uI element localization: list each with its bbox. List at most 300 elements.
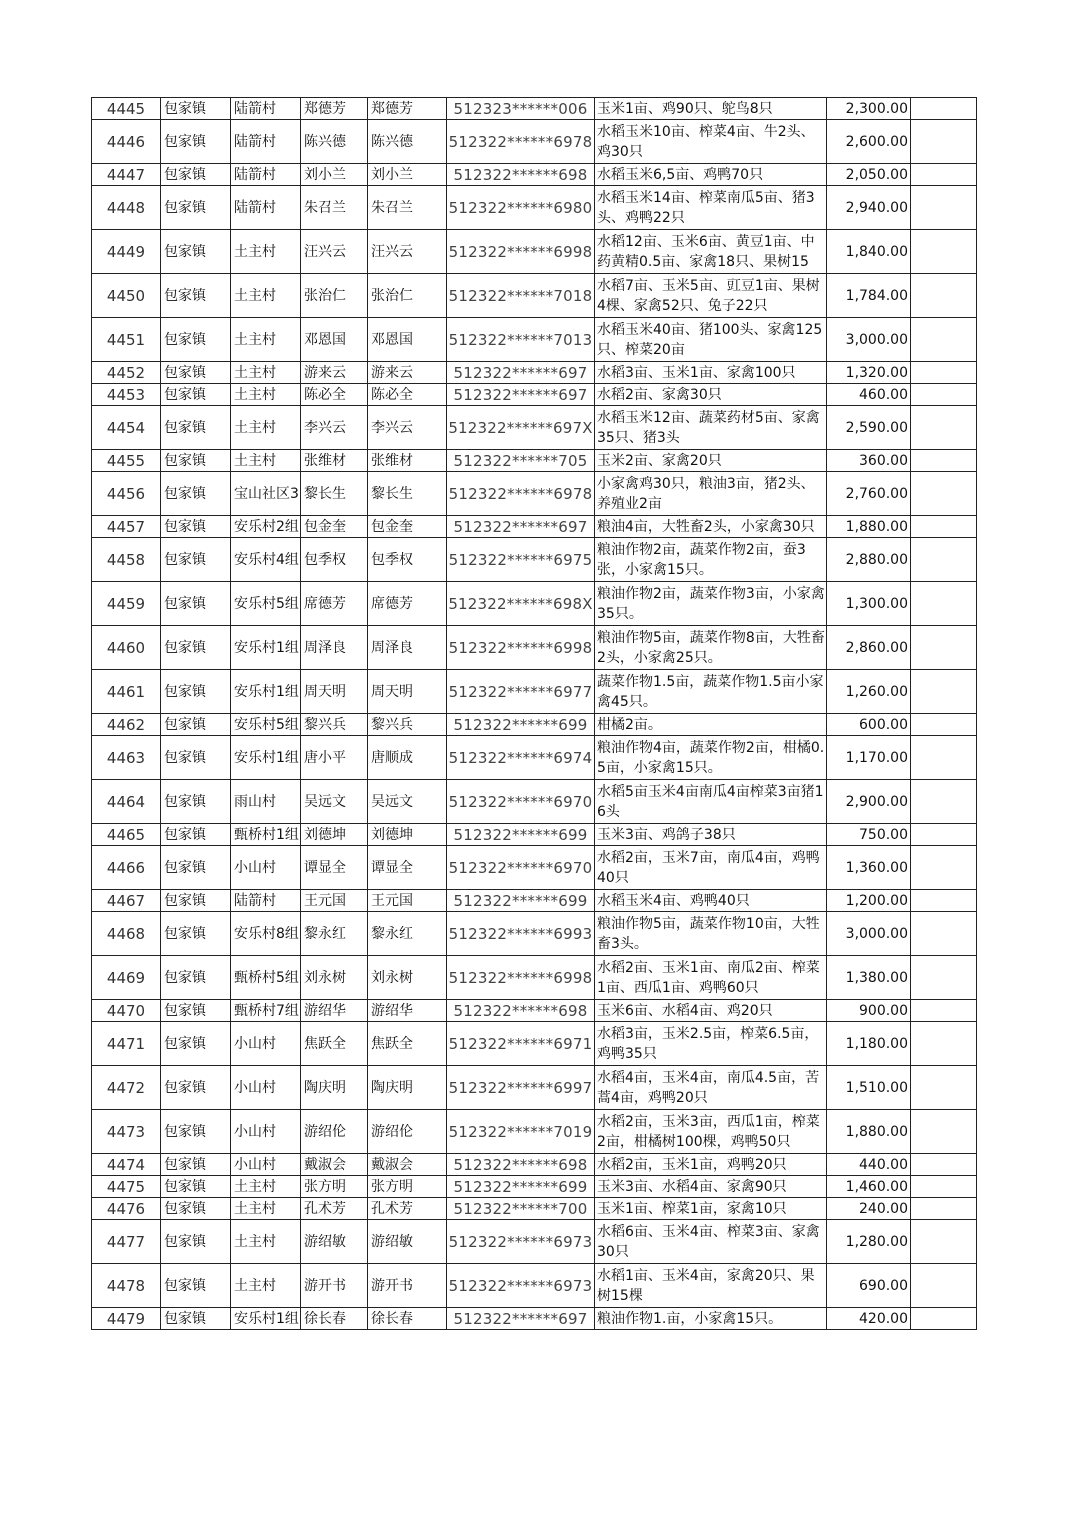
cell-account-holder: 王元国	[368, 890, 447, 912]
cell-account-holder: 孔术芳	[368, 1198, 447, 1220]
cell-account-holder: 席德芳	[368, 582, 447, 626]
cell-town: 包家镇	[161, 670, 231, 714]
cell-account-holder: 游绍伦	[368, 1110, 447, 1154]
cell-account-holder: 刘永树	[368, 956, 447, 1000]
cell-account-holder: 游来云	[368, 362, 447, 384]
table-row	[92, 516, 977, 538]
cell-village: 安乐村8组	[231, 912, 301, 956]
cell-description: 粮油作物1.亩，小家禽15只。	[595, 1308, 827, 1330]
cell-blank	[911, 670, 977, 714]
cell-description: 水稻12亩、玉米6亩、黄豆1亩、中药黄精0.5亩、家禽18只、果树15	[595, 230, 827, 274]
cell-serial-number: 4462	[92, 714, 161, 736]
cell-blank	[911, 1022, 977, 1066]
cell-name: 黎兴兵	[301, 714, 368, 736]
cell-amount: 1,380.00	[827, 956, 911, 1000]
table-row	[92, 274, 977, 318]
cell-account-holder: 邓恩国	[368, 318, 447, 362]
cell-amount: 750.00	[827, 824, 911, 846]
cell-village: 土主村	[231, 406, 301, 450]
cell-name: 黎长生	[301, 472, 368, 516]
cell-description: 玉米1亩、榨菜1亩，家禽10只	[595, 1198, 827, 1220]
cell-id-number: 512322******699	[447, 1176, 595, 1198]
cell-blank	[911, 824, 977, 846]
cell-village: 安乐村1组	[231, 1308, 301, 1330]
cell-description: 水稻7亩、玉米5亩、豇豆1亩、果树4棵、家禽52只、兔子22只	[595, 274, 827, 318]
cell-amount: 1,360.00	[827, 846, 911, 890]
cell-town: 包家镇	[161, 1198, 231, 1220]
cell-id-number: 512322******6973	[447, 1220, 595, 1264]
cell-name: 陈兴德	[301, 120, 368, 164]
cell-serial-number: 4455	[92, 450, 161, 472]
cell-village: 安乐村1组	[231, 670, 301, 714]
cell-description: 玉米3亩、水稻4亩、家禽90只	[595, 1176, 827, 1198]
table-row	[92, 120, 977, 164]
cell-description: 水稻3亩，玉米2.5亩，榨菜6.5亩，鸡鸭35只	[595, 1022, 827, 1066]
cell-town: 包家镇	[161, 1066, 231, 1110]
cell-id-number: 512322******6977	[447, 670, 595, 714]
cell-amount: 1,880.00	[827, 516, 911, 538]
cell-serial-number: 4452	[92, 362, 161, 384]
cell-id-number: 512322******697	[447, 516, 595, 538]
cell-town: 包家镇	[161, 1154, 231, 1176]
cell-amount: 1,280.00	[827, 1220, 911, 1264]
cell-village: 宝山社区3	[231, 472, 301, 516]
cell-name: 汪兴云	[301, 230, 368, 274]
cell-description: 水稻玉米4亩、鸡鸭40只	[595, 890, 827, 912]
cell-amount: 900.00	[827, 1000, 911, 1022]
cell-serial-number: 4478	[92, 1264, 161, 1308]
cell-village: 陆箭村	[231, 120, 301, 164]
cell-description: 玉米3亩、鸡鸽子38只	[595, 824, 827, 846]
cell-id-number: 512322******6970	[447, 780, 595, 824]
cell-serial-number: 4466	[92, 846, 161, 890]
cell-village: 甄桥村7组	[231, 1000, 301, 1022]
cell-description: 粮油作物2亩，蔬菜作物3亩，小家禽35只。	[595, 582, 827, 626]
cell-name: 唐小平	[301, 736, 368, 780]
cell-id-number: 512322******705	[447, 450, 595, 472]
cell-blank	[911, 98, 977, 120]
cell-name: 戴淑会	[301, 1154, 368, 1176]
cell-account-holder: 张维材	[368, 450, 447, 472]
cell-serial-number: 4456	[92, 472, 161, 516]
cell-blank	[911, 1176, 977, 1198]
cell-id-number: 512322******699	[447, 714, 595, 736]
cell-amount: 2,050.00	[827, 164, 911, 186]
cell-serial-number: 4458	[92, 538, 161, 582]
cell-village: 雨山村	[231, 780, 301, 824]
cell-description: 水稻2亩、玉米1亩、南瓜2亩、榨菜1亩、西瓜1亩、鸡鸭60只	[595, 956, 827, 1000]
cell-village: 安乐村2组	[231, 516, 301, 538]
cell-town: 包家镇	[161, 956, 231, 1000]
cell-name: 游来云	[301, 362, 368, 384]
cell-blank	[911, 1066, 977, 1110]
cell-blank	[911, 538, 977, 582]
cell-description: 粮油4亩，大牲畜2头，小家禽30只	[595, 516, 827, 538]
cell-blank	[911, 516, 977, 538]
cell-name: 刘德坤	[301, 824, 368, 846]
cell-account-holder: 焦跃全	[368, 1022, 447, 1066]
cell-name: 陈必全	[301, 384, 368, 406]
cell-amount: 2,760.00	[827, 472, 911, 516]
cell-town: 包家镇	[161, 1220, 231, 1264]
table-row	[92, 362, 977, 384]
cell-id-number: 512322******6998	[447, 956, 595, 1000]
cell-serial-number: 4445	[92, 98, 161, 120]
cell-serial-number: 4464	[92, 780, 161, 824]
cell-village: 陆箭村	[231, 164, 301, 186]
cell-town: 包家镇	[161, 736, 231, 780]
cell-village: 土主村	[231, 1264, 301, 1308]
cell-account-holder: 刘德坤	[368, 824, 447, 846]
cell-name: 张治仁	[301, 274, 368, 318]
cell-account-holder: 张方明	[368, 1176, 447, 1198]
cell-amount: 440.00	[827, 1154, 911, 1176]
cell-account-holder: 黎长生	[368, 472, 447, 516]
cell-blank	[911, 890, 977, 912]
table-row	[92, 912, 977, 956]
cell-amount: 690.00	[827, 1264, 911, 1308]
cell-description: 水稻玉米40亩、猪100头、家禽125只、榨菜20亩	[595, 318, 827, 362]
cell-name: 游绍敏	[301, 1220, 368, 1264]
cell-name: 游绍伦	[301, 1110, 368, 1154]
cell-village: 土主村	[231, 1198, 301, 1220]
cell-town: 包家镇	[161, 890, 231, 912]
cell-village: 安乐村1组	[231, 626, 301, 670]
table-row	[92, 230, 977, 274]
cell-town: 包家镇	[161, 230, 231, 274]
cell-amount: 420.00	[827, 1308, 911, 1330]
cell-amount: 2,600.00	[827, 120, 911, 164]
cell-town: 包家镇	[161, 406, 231, 450]
cell-village: 土主村	[231, 230, 301, 274]
cell-blank	[911, 384, 977, 406]
cell-account-holder: 朱召兰	[368, 186, 447, 230]
cell-town: 包家镇	[161, 1264, 231, 1308]
cell-serial-number: 4451	[92, 318, 161, 362]
cell-account-holder: 李兴云	[368, 406, 447, 450]
cell-description: 水稻4亩，玉米4亩，南瓜4.5亩，苦蒿4亩，鸡鸭20只	[595, 1066, 827, 1110]
cell-id-number: 512322******697X	[447, 406, 595, 450]
table-row	[92, 1264, 977, 1308]
cell-serial-number: 4476	[92, 1198, 161, 1220]
cell-serial-number: 4470	[92, 1000, 161, 1022]
cell-serial-number: 4472	[92, 1066, 161, 1110]
cell-town: 包家镇	[161, 1176, 231, 1198]
cell-town: 包家镇	[161, 362, 231, 384]
cell-account-holder: 游绍敏	[368, 1220, 447, 1264]
cell-account-holder: 唐顺成	[368, 736, 447, 780]
cell-id-number: 512322******698	[447, 1000, 595, 1022]
cell-blank	[911, 912, 977, 956]
cell-town: 包家镇	[161, 516, 231, 538]
cell-name: 游开书	[301, 1264, 368, 1308]
cell-account-holder: 包季权	[368, 538, 447, 582]
cell-blank	[911, 626, 977, 670]
cell-id-number: 512322******7013	[447, 318, 595, 362]
cell-name: 孔术芳	[301, 1198, 368, 1220]
cell-town: 包家镇	[161, 1000, 231, 1022]
cell-village: 土主村	[231, 362, 301, 384]
cell-id-number: 512322******7018	[447, 274, 595, 318]
cell-blank	[911, 1154, 977, 1176]
cell-name: 吴远文	[301, 780, 368, 824]
cell-town: 包家镇	[161, 912, 231, 956]
cell-id-number: 512322******6970	[447, 846, 595, 890]
cell-id-number: 512322******6993	[447, 912, 595, 956]
cell-blank	[911, 1308, 977, 1330]
table-row	[92, 1198, 977, 1220]
cell-account-holder: 黎永红	[368, 912, 447, 956]
cell-description: 水稻玉米12亩、蔬菜药材5亩、家禽35只、猪3头	[595, 406, 827, 450]
cell-amount: 1,460.00	[827, 1176, 911, 1198]
cell-serial-number: 4446	[92, 120, 161, 164]
cell-amount: 3,000.00	[827, 318, 911, 362]
cell-account-holder: 包金奎	[368, 516, 447, 538]
cell-id-number: 512322******697	[447, 384, 595, 406]
cell-town: 包家镇	[161, 186, 231, 230]
cell-description: 水稻6亩、玉米4亩、榨菜3亩、家禽30只	[595, 1220, 827, 1264]
cell-town: 包家镇	[161, 318, 231, 362]
cell-town: 包家镇	[161, 582, 231, 626]
cell-id-number: 512322******6973	[447, 1264, 595, 1308]
table-row	[92, 98, 977, 120]
cell-town: 包家镇	[161, 626, 231, 670]
cell-village: 小山村	[231, 1066, 301, 1110]
cell-village: 土主村	[231, 274, 301, 318]
table-row	[92, 538, 977, 582]
table-row	[92, 384, 977, 406]
cell-id-number: 512322******6997	[447, 1066, 595, 1110]
cell-account-holder: 周泽良	[368, 626, 447, 670]
table-row	[92, 406, 977, 450]
cell-village: 小山村	[231, 1022, 301, 1066]
cell-description: 水稻5亩玉米4亩南瓜4亩榨菜3亩猪16头	[595, 780, 827, 824]
cell-description: 水稻2亩、家禽30只	[595, 384, 827, 406]
cell-amount: 1,170.00	[827, 736, 911, 780]
cell-id-number: 512322******6978	[447, 472, 595, 516]
cell-blank	[911, 230, 977, 274]
cell-name: 席德芳	[301, 582, 368, 626]
cell-description: 小家禽鸡30只，粮油3亩，猪2头、养殖业2亩	[595, 472, 827, 516]
cell-village: 小山村	[231, 1154, 301, 1176]
cell-description: 水稻玉米14亩、榨菜南瓜5亩、猪3头、鸡鸭22只	[595, 186, 827, 230]
cell-serial-number: 4469	[92, 956, 161, 1000]
cell-blank	[911, 1110, 977, 1154]
cell-description: 水稻2亩，玉米7亩，南瓜4亩，鸡鸭40只	[595, 846, 827, 890]
cell-serial-number: 4459	[92, 582, 161, 626]
cell-description: 水稻玉米10亩、榨菜4亩、牛2头、鸡30只	[595, 120, 827, 164]
cell-blank	[911, 406, 977, 450]
cell-village: 土主村	[231, 384, 301, 406]
cell-description: 水稻3亩、玉米1亩、家禽100只	[595, 362, 827, 384]
cell-name: 朱召兰	[301, 186, 368, 230]
cell-id-number: 512322******700	[447, 1198, 595, 1220]
cell-name: 王元国	[301, 890, 368, 912]
cell-id-number: 512322******698X	[447, 582, 595, 626]
cell-account-holder: 徐长春	[368, 1308, 447, 1330]
cell-village: 小山村	[231, 846, 301, 890]
cell-name: 邓恩国	[301, 318, 368, 362]
cell-account-holder: 郑德芳	[368, 98, 447, 120]
cell-amount: 1,320.00	[827, 362, 911, 384]
cell-serial-number: 4473	[92, 1110, 161, 1154]
cell-serial-number: 4448	[92, 186, 161, 230]
cell-name: 徐长春	[301, 1308, 368, 1330]
cell-id-number: 512322******6971	[447, 1022, 595, 1066]
cell-amount: 2,590.00	[827, 406, 911, 450]
cell-village: 土主村	[231, 318, 301, 362]
cell-village: 土主村	[231, 1176, 301, 1198]
cell-account-holder: 谭显全	[368, 846, 447, 890]
cell-account-holder: 戴淑会	[368, 1154, 447, 1176]
cell-account-holder: 陶庆明	[368, 1066, 447, 1110]
cell-village: 陆箭村	[231, 98, 301, 120]
cell-name: 周天明	[301, 670, 368, 714]
cell-serial-number: 4474	[92, 1154, 161, 1176]
cell-name: 焦跃全	[301, 1022, 368, 1066]
cell-serial-number: 4479	[92, 1308, 161, 1330]
cell-account-holder: 张治仁	[368, 274, 447, 318]
table-row	[92, 1220, 977, 1264]
cell-amount: 2,900.00	[827, 780, 911, 824]
cell-blank	[911, 582, 977, 626]
table-row	[92, 1308, 977, 1330]
cell-village: 小山村	[231, 1110, 301, 1154]
cell-name: 黎永红	[301, 912, 368, 956]
cell-town: 包家镇	[161, 450, 231, 472]
cell-serial-number: 4467	[92, 890, 161, 912]
cell-town: 包家镇	[161, 846, 231, 890]
subsidy-table	[91, 97, 977, 1330]
cell-blank	[911, 780, 977, 824]
cell-id-number: 512322******6998	[447, 626, 595, 670]
table-row	[92, 1000, 977, 1022]
cell-town: 包家镇	[161, 120, 231, 164]
cell-name: 游绍华	[301, 1000, 368, 1022]
cell-account-holder: 陈必全	[368, 384, 447, 406]
cell-blank	[911, 736, 977, 780]
cell-town: 包家镇	[161, 164, 231, 186]
cell-village: 安乐村5组	[231, 582, 301, 626]
cell-village: 安乐村1组	[231, 736, 301, 780]
cell-name: 张方明	[301, 1176, 368, 1198]
cell-amount: 1,260.00	[827, 670, 911, 714]
cell-town: 包家镇	[161, 384, 231, 406]
cell-village: 甄桥村5组	[231, 956, 301, 1000]
table-row	[92, 670, 977, 714]
cell-serial-number: 4477	[92, 1220, 161, 1264]
cell-blank	[911, 274, 977, 318]
cell-town: 包家镇	[161, 780, 231, 824]
table-row	[92, 824, 977, 846]
table-row	[92, 186, 977, 230]
cell-amount: 600.00	[827, 714, 911, 736]
cell-village: 土主村	[231, 450, 301, 472]
cell-blank	[911, 362, 977, 384]
table-row	[92, 780, 977, 824]
cell-blank	[911, 1198, 977, 1220]
cell-description: 柑橘2亩。	[595, 714, 827, 736]
cell-blank	[911, 846, 977, 890]
cell-name: 陶庆明	[301, 1066, 368, 1110]
cell-description: 玉米1亩、鸡90只、鸵鸟8只	[595, 98, 827, 120]
cell-id-number: 512322******698	[447, 164, 595, 186]
cell-town: 包家镇	[161, 1022, 231, 1066]
cell-amount: 1,784.00	[827, 274, 911, 318]
cell-serial-number: 4461	[92, 670, 161, 714]
cell-description: 玉米2亩、家禽20只	[595, 450, 827, 472]
cell-town: 包家镇	[161, 274, 231, 318]
table-row	[92, 956, 977, 1000]
cell-id-number: 512322******6998	[447, 230, 595, 274]
cell-village: 甄桥村1组	[231, 824, 301, 846]
cell-blank	[911, 1000, 977, 1022]
table-row	[92, 714, 977, 736]
table-row	[92, 318, 977, 362]
cell-amount: 1,510.00	[827, 1066, 911, 1110]
cell-id-number: 512322******6978	[447, 120, 595, 164]
cell-blank	[911, 956, 977, 1000]
cell-description: 粮油作物2亩，蔬菜作物2亩，蚕3张，小家禽15只。	[595, 538, 827, 582]
cell-amount: 3,000.00	[827, 912, 911, 956]
cell-blank	[911, 714, 977, 736]
cell-name: 李兴云	[301, 406, 368, 450]
cell-account-holder: 游绍华	[368, 1000, 447, 1022]
table-body	[92, 98, 977, 1330]
cell-serial-number: 4449	[92, 230, 161, 274]
cell-village: 安乐村4组	[231, 538, 301, 582]
cell-serial-number: 4475	[92, 1176, 161, 1198]
cell-id-number: 512322******699	[447, 824, 595, 846]
cell-account-holder: 陈兴德	[368, 120, 447, 164]
cell-serial-number: 4453	[92, 384, 161, 406]
cell-blank	[911, 450, 977, 472]
cell-blank	[911, 186, 977, 230]
cell-village: 安乐村5组	[231, 714, 301, 736]
cell-amount: 240.00	[827, 1198, 911, 1220]
cell-name: 郑德芳	[301, 98, 368, 120]
cell-account-holder: 周天明	[368, 670, 447, 714]
table-row	[92, 890, 977, 912]
cell-town: 包家镇	[161, 714, 231, 736]
cell-town: 包家镇	[161, 538, 231, 582]
cell-amount: 2,300.00	[827, 98, 911, 120]
table-row	[92, 450, 977, 472]
cell-id-number: 512322******697	[447, 362, 595, 384]
cell-serial-number: 4447	[92, 164, 161, 186]
cell-name: 包季权	[301, 538, 368, 582]
cell-serial-number: 4450	[92, 274, 161, 318]
cell-description: 水稻2亩，玉米1亩，鸡鸭20只	[595, 1154, 827, 1176]
cell-description: 粮油作物4亩，蔬菜作物2亩，柑橘0.5亩，小家禽15只。	[595, 736, 827, 780]
cell-amount: 360.00	[827, 450, 911, 472]
table-row	[92, 1154, 977, 1176]
cell-amount: 2,860.00	[827, 626, 911, 670]
cell-description: 粮油作物5亩，蔬菜作物8亩，大牲畜2头，小家禽25只。	[595, 626, 827, 670]
cell-blank	[911, 318, 977, 362]
table-row	[92, 1110, 977, 1154]
table-row	[92, 164, 977, 186]
cell-account-holder: 刘小兰	[368, 164, 447, 186]
cell-blank	[911, 120, 977, 164]
cell-account-holder: 吴远文	[368, 780, 447, 824]
cell-name: 谭显全	[301, 846, 368, 890]
cell-serial-number: 4463	[92, 736, 161, 780]
cell-blank	[911, 472, 977, 516]
cell-id-number: 512322******698	[447, 1154, 595, 1176]
cell-serial-number: 4465	[92, 824, 161, 846]
cell-amount: 2,940.00	[827, 186, 911, 230]
